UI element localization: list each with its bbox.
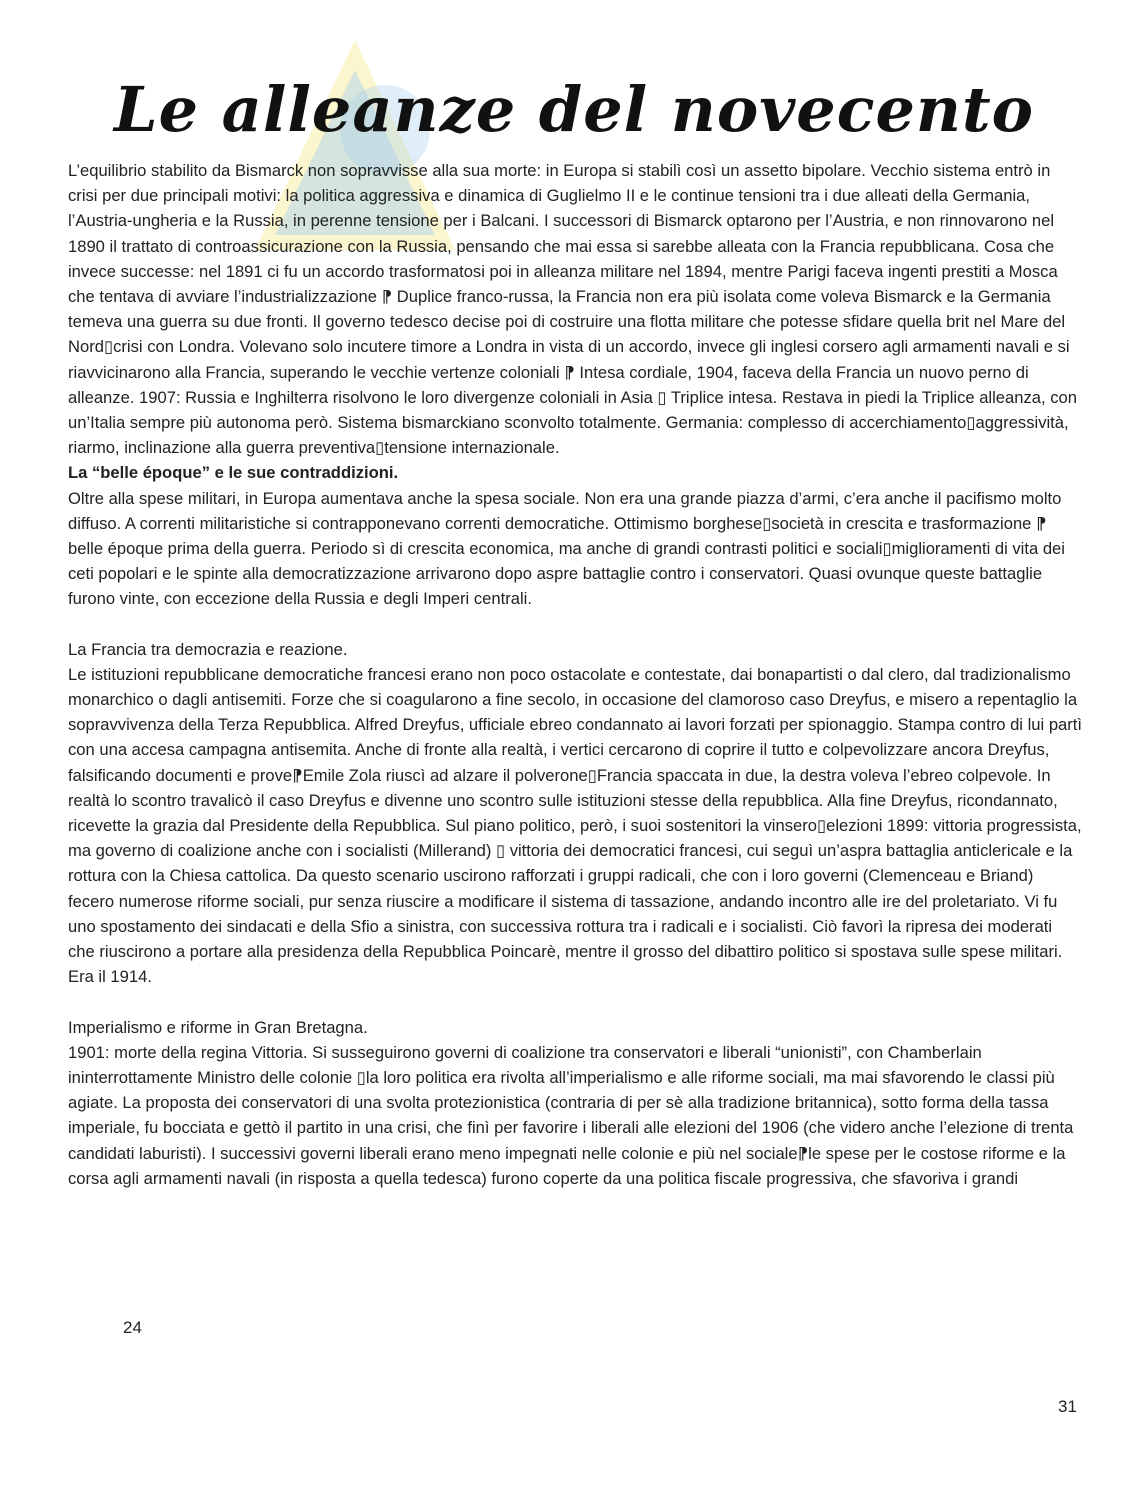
document-body xyxy=(68,158,1083,1191)
page-title: Le alleanze del novecento xyxy=(114,73,1034,146)
paragraph-equilibrio: L’equilibrio stabilito da Bismarck non sopravvisse alla sua morte: in Europa si stabilì così un assetto bipolare. Vecchio sistema entrò in crisi per due principali motivi: la politica aggressiva e dinamica di Guglielmo II e le continue tensioni tra i due alleati della Germania, l’Austria-ungheria e la Russia, in perenne tensione per i Balcani. I successori di Bismarck optarono per l’Austria, e non rinnovarono nel 1890 il trattato di controassicurazione con la Russia, pensando che mai essa si sarebbe alleata con la Francia repubblicana. Cosa che invece successe: nel 1891 ci fu un accordo trasformatosi poi in alleanza militare nel 1894, mentre Parigi faceva ingenti prestiti a Mosca che tentava di avviare l’industrializzazione ⁋ Duplice franco-russa, la Francia non era più isolata come voleva Bismarck e la Germania temeva una guerra su due fronti. Il governo tedesco decise poi di costruire una flotta militare che potesse sfidare quella brit nel Mare del Nord▯crisi con Londra. Volevano solo incutere timore a Londra in vista di un accordo, invece gli inglesi corsero agli armamenti navali e si riavvicinarono alla Francia, superando le vecchie vertenze coloniali ⁋ Intesa cordiale, 1904, faceva della Francia un nuovo perno di alleanze. 1907: Russia e Inghilterra risolvono le loro divergenze coloniali in Asia ▯ Triplice intesa. Restava in piedi la Triplice alleanza, con un’Italia sempre più autonoma però. Sistema bismarckiano sconvolto totalmente. Germania: complesso di accerchiamento▯aggressività, riarmo, inclinazione alla guerra preventiva▯tensione internazionale. xyxy=(68,161,1077,458)
inner-page-number: 24 xyxy=(123,1318,142,1337)
paragraph-francia: Le istituzioni repubblicane democratiche francesi erano non poco ostacolate e contestate, dai bonapartisti o dal clero, dal tradizionalismo monarchico o dagli antisemiti. Forze che si coagularono a fine secolo, in occasione del clamoroso caso Dreyfus, e misero a repentaglio la sopravvivenza della Terza Repubblica. Alfred Dreyfus, ufficiale ebreo condannato ai lavori forzati per spionaggio. Stampa contro di lui partì con una accesa campagna antisemita. Anche di fronte alla realtà, i vertici cercarono di coprire il tutto e colpevolizzare ancora Dreyfus, falsificando documenti e prove⁋Emile Zola riuscì ad alzare il polverone▯Francia spaccata in due, la destra voleva l’ebreo colpevole. In realtà lo scontro travalicò il caso Dreyfus e divenne uno scontro sulle istituzioni stesse della repubblica. Alla fine Dreyfus, ricondannato, ricevette la grazia dal Presidente della Repubblica. Sul piano politico, però, i suoi sostenitori la vinsero▯elezioni 1899: vittoria progressista, ma governo di coalizione anche con i socialisti (Millerand) ▯ vittoria dei democratici francesi, cui seguì un’aspra battaglia anticlericale e la rottura con la Chiesa cattolica. Da questo scenario uscirono rafforzati i gruppi radicali, che con i loro governi (Clemenceau e Briand) fecero numerose riforme sociali, pur senza riuscire a modificare il sistema di tassazione, andando incontro alle ire del proletariato. Vi fu uno spostamento dei sindacati e della Sfio a sinistra, con successiva rottura tra i radicali e i socialisti. Ciò favorì la ripresa dei moderati che riuscirono a portare alla presidenza della Repubblica Poincarè, mentre il grosso del dibattiro politico si spostava sulle spese militari. Era il 1914. xyxy=(68,664,1083,987)
section-heading-gran-bretagna: Imperialismo e riforme in Gran Bretagna. xyxy=(68,1017,368,1037)
section-heading-francia: La Francia tra democrazia e reazione. xyxy=(68,639,348,659)
page-number: 31 xyxy=(1058,1397,1077,1416)
paragraph-belle-epoque: Oltre alla spese militari, in Europa aumentava anche la spesa sociale. Non era una grande piazza d’armi, c’era anche il pacifismo molto diffuso. A correnti militaristiche si contrapponevano correnti democratiche. Ottimismo borghese▯società in crescita e trasformazione ⁋ belle époque prima della guerra. Periodo sì di crescita economica, ma anche di grandi contrasti politici e sociali▯miglioramenti di vita dei ceti popolari e le spinte alla democratizzazione arrivarono dopo aspre battaglie contro i conservatori. Quasi ovunque queste battaglie furono vinte, con eccezione della Russia e degli Imperi centrali. xyxy=(68,488,1065,609)
paragraph-gran-bretagna: 1901: morte della regina Vittoria. Si susseguirono governi di coalizione tra conservatori e liberali “unionisti”, con Chamberlain ininterrottamente Ministro delle colonie ▯la loro politica era rivolta all’imperialismo e alle riforme sociali, ma mai sfavorendo le classi più agiate. La proposta dei conservatori di una svolta protezionistica (contraria di per sè alla tradizione britannica), sotto forma della tassa imperiale, fu bocciata e gettò il partito in una crisi, che finì per favorire i liberali alle elezioni del 1906 (che videro anche l’elezione di trenta candidati laburisti). I successivi governi liberali erano meno impegnati nelle colonie e più nel sociale⁋le spese per le costose riforme e la corsa agli armamenti navali (in risposta a quella tedesca) furono coperte da una politica fiscale progressiva, che sfavoriva i grandi xyxy=(68,1042,1074,1188)
paragraph-gap xyxy=(68,990,1083,1015)
paragraph-gap xyxy=(68,612,1083,637)
section-heading-belle-epoque: La “belle époque” e le sue contraddizioni. xyxy=(68,463,399,483)
